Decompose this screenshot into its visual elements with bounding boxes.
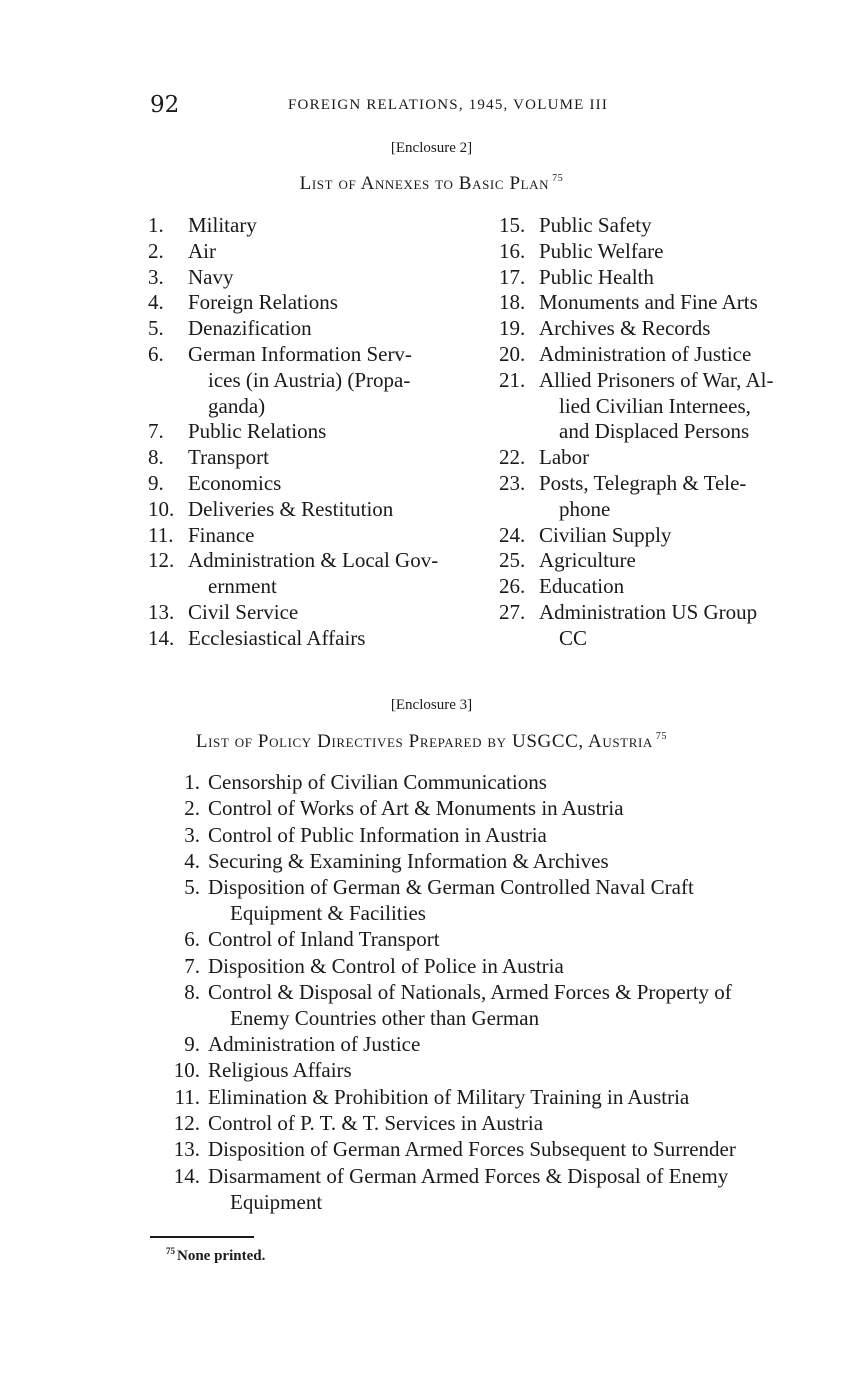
list-item-text: Public Health [539,264,654,289]
annex-item [499,342,821,368]
list-item-continuation: ices (in Austria) (Propa- [208,367,411,392]
annex-item [499,600,821,652]
directive-item [168,1137,820,1163]
annex-item [148,239,468,265]
directive-item [168,1164,820,1216]
list-item-text: Public Relations [188,419,327,444]
list-item-number: 15. [499,213,526,237]
list-item-number: 12. [173,1111,200,1136]
list-item-number: 13. [148,599,175,624]
list-item-number: 2. [148,238,164,263]
list-item-number: 23. [499,470,526,495]
list-item-text: Ecclesiastical Affairs [188,625,366,650]
annex-item [148,213,468,239]
policy-directives-list [168,770,820,1216]
annex-item [148,626,468,652]
annex-item [499,213,821,239]
annex-item [499,239,821,265]
directive-item [168,823,820,849]
list-item-number: 17. [499,264,526,289]
list-item-continuation: ernment [208,574,277,599]
list-item-number: 1. [184,770,200,794]
list-item-text: Securing & Examining Information & Archives [208,848,609,873]
list-item-number: 18. [499,290,526,315]
annex-item [148,600,468,626]
list-item-number: 9. [184,1032,200,1057]
list-item-number: 8. [184,979,200,1004]
list-item-number: 16. [499,238,526,263]
list-item-number: 10. [148,496,175,521]
list-item-continuation: Equipment & Facilities [230,901,426,926]
annex-item [148,419,468,445]
annex-item [499,574,821,600]
directive-item [168,1058,820,1084]
list-item-text: Monuments and Fine Arts [539,290,758,315]
list-item-text: Public Welfare [539,238,664,263]
list-item-text: Civilian Supply [539,522,672,547]
annex-item [148,497,468,523]
list-item-text: Air [188,238,216,263]
list-item-text: Public Safety [539,213,652,237]
annex-item [148,445,468,471]
list-item-text: Censorship of Civilian Communications [208,770,547,794]
annex-item [499,445,821,471]
annex-item [499,368,821,445]
list-item-number: 12. [148,548,175,573]
directive-item [168,1085,820,1111]
list-item-number: 14. [148,625,175,650]
list-item-number: 22. [499,445,526,470]
enclosure-3-label: [Enclosure 3] [390,697,473,713]
list-item-text: Elimination & Prohibition of Military Training in Austria [208,1084,690,1109]
list-item-text: Navy [188,264,234,289]
list-item-continuation: and Displaced Persons [559,419,750,444]
list-item-number: 2. [184,796,200,821]
directive-item [168,770,820,796]
page-header [150,92,820,122]
list-item-continuation: lied Civilian Internees, [559,393,751,418]
list-item-continuation: ganda) [208,393,266,418]
list-item-number: 4. [148,290,164,315]
annex-item [499,316,821,342]
list-item-text: Education [539,574,625,599]
list-item-text: Disposition of German Armed Forces Subsequent to Surrender [208,1137,736,1162]
list-item-number: 1. [148,213,164,237]
list-item-number: 5. [184,875,200,900]
footnote [166,1246,265,1265]
list-item-number: 8. [148,445,164,470]
directive-item [168,875,820,927]
list-item-number: 21. [499,367,526,392]
list-item-number: 27. [499,599,526,624]
list-item-continuation: Equipment [230,1189,323,1214]
list-item-number: 13. [173,1137,200,1162]
list-item-number: 9. [148,470,164,495]
list-item-number: 3. [184,822,200,847]
list-item-text: Control of P. T. & T. Services in Austria [208,1111,544,1136]
directive-item [168,980,820,1032]
list-item-text: Administration of Justice [208,1032,421,1057]
directives-footnote-ref: 75 [655,731,668,742]
annex-item [148,548,468,600]
directive-item [168,1111,820,1137]
annex-list-right [499,213,821,652]
directive-item [168,796,820,822]
list-item-text: Administration US Group [539,599,758,624]
list-item-number: 7. [184,953,200,978]
list-item-number: 6. [148,341,164,366]
annex-item [499,548,821,574]
list-item-text: Labor [539,445,590,470]
enclosure-2-label: [Enclosure 2] [390,140,473,156]
annex-item [148,265,468,291]
list-item-text: Administration & Local Gov- [188,548,439,573]
list-item-text: Denazification [188,316,312,341]
list-item-number: 24. [499,522,526,547]
directive-item [168,927,820,953]
page-number: 92 [150,92,180,118]
list-item-number: 4. [184,848,200,873]
list-item-number: 3. [148,264,164,289]
list-item-text: Religious Affairs [208,1058,352,1083]
list-item-number: 14. [173,1163,200,1188]
list-item-text: Administration of Justice [539,341,752,366]
annex-item [148,342,468,419]
list-item-number: 11. [148,522,174,547]
directives-title [0,731,863,753]
list-item-number: 6. [184,927,200,952]
annex-item [499,523,821,549]
annex-item [499,290,821,316]
list-item-continuation: CC [559,625,588,650]
annex-item [148,523,468,549]
list-item-text: Economics [188,470,282,495]
list-item-continuation: Enemy Countries other than German [230,1005,540,1030]
annexes-title-text: List of Annexes to Basic Plan [299,173,550,194]
list-item-text: Control of Works of Art & Monuments in Austria [208,796,624,821]
list-item-number: 7. [148,419,164,444]
annexes-title [0,173,863,195]
list-item-number: 5. [148,316,164,341]
list-item-text: Control of Public Information in Austria [208,822,547,847]
footnote-text: None printed. [177,1248,266,1264]
list-item-number: 19. [499,316,526,341]
directive-item [168,849,820,875]
annexes-footnote-ref: 75 [552,173,564,184]
directives-title-text: List of Policy Directives Prepared by USGCC, Austria [195,731,653,752]
list-item-number: 11. [174,1084,200,1109]
annex-item [499,265,821,291]
list-item-continuation: phone [559,496,611,521]
list-item-text: Posts, Telegraph & Tele- [539,470,747,495]
annex-list-left [148,213,468,652]
list-item-text: Foreign Relations [188,290,338,315]
list-item-number: 26. [499,574,526,599]
footnote-divider [150,1236,254,1238]
annex-item [499,471,821,523]
list-item-text: Disposition & Control of Police in Austria [208,953,564,978]
annex-item [148,316,468,342]
list-item-text: Archives & Records [539,316,711,341]
directive-item [168,954,820,980]
list-item-text: Allied Prisoners of War, Al- [539,367,774,392]
list-item-text: Agriculture [539,548,636,573]
list-item-text: Control of Inland Transport [208,927,440,952]
list-item-text: Military [188,213,257,237]
annex-item [148,290,468,316]
footnote-marker: 75 [166,1246,175,1256]
list-item-number: 20. [499,341,526,366]
annex-item [148,471,468,497]
list-item-text: Disposition of German & German Controlled Naval Craft [208,875,694,900]
list-item-text: Civil Service [188,599,299,624]
list-item-text: Transport [188,445,269,470]
directive-item [168,1032,820,1058]
list-item-text: Control & Disposal of Nationals, Armed Forces & Property of [208,979,732,1004]
list-item-text: German Information Serv- [188,341,412,366]
list-item-text: Deliveries & Restitution [188,496,394,521]
list-item-number: 10. [173,1058,200,1083]
running-head: FOREIGN RELATIONS, 1945, VOLUME III [288,97,609,113]
list-item-text: Disarmament of German Armed Forces & Disposal of Enemy [208,1163,729,1188]
list-item-text: Finance [188,522,255,547]
list-item-number: 25. [499,548,526,573]
